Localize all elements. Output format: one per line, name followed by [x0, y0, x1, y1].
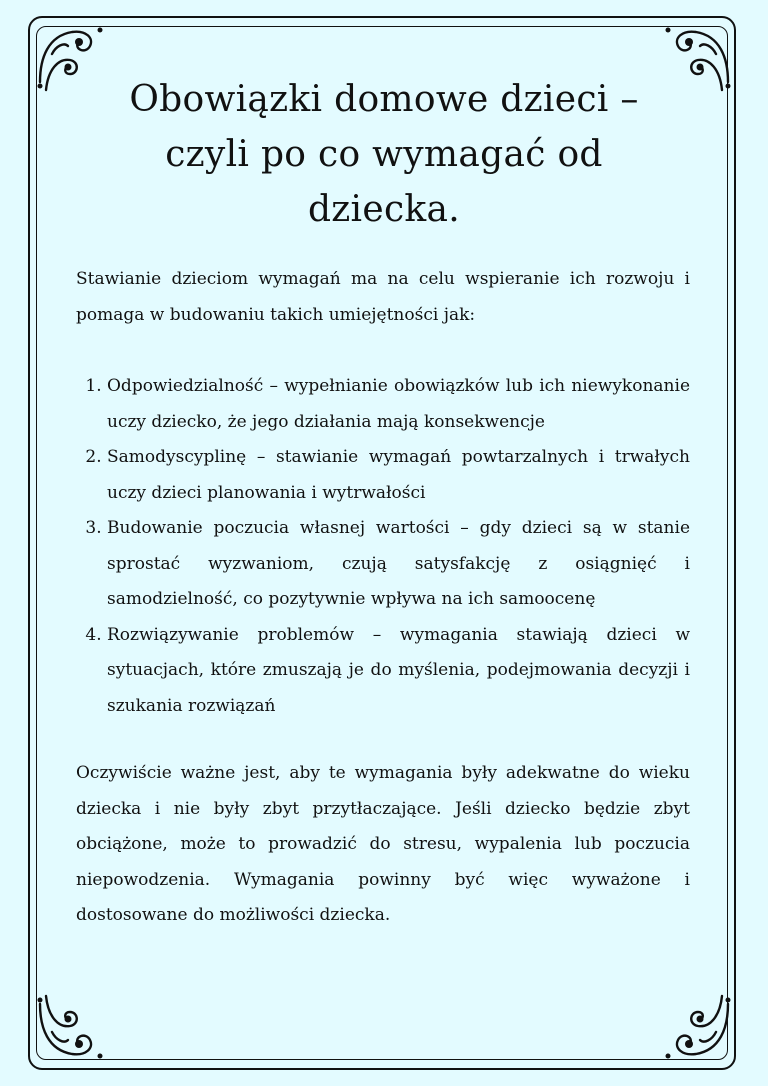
conclusion-paragraph: Oczywiście ważne jest, aby te wymagania były adekwatne do wieku dziecka i nie były zbyt przytłaczające. Jeśli dziecko będzie zbyt obciążone, może to prowadzić do stresu, wypalenia lub poczucia niepowodzenia. Wymagania powinny być więc wyważone i dostosowane do możliwości dziecka.	[76, 763, 690, 925]
page-title: Obowiązki domowe dzieci – czyli po co wymagać od dziecka.	[129, 79, 639, 230]
list-item: 3. Budowanie poczucia własnej wartości – gdy dzieci są w stanie sprostać wyzwaniom, czują satysfakcję z osiągnięć i samodzielność, co pozytywnie wpływa na ich samoocenę	[107, 511, 690, 618]
list-item: 4. Rozwiązywanie problemów – wymagania stawiają dzieci w sytuacjach, które zmuszają je do myślenia, podejmowania decyzji i szukania rozwiązań	[107, 618, 690, 725]
list-item: 1. Odpowiedzialność – wypełnianie obowiązków lub ich niewykonanie uczy dziecko, że jego działania mają konsekwencje	[107, 369, 690, 440]
corner-ornament-bottom-left-icon	[34, 992, 104, 1062]
skills-list	[76, 369, 690, 724]
document-body	[76, 262, 690, 934]
corner-ornament-bottom-right-icon	[664, 992, 734, 1062]
intro-paragraph: Stawianie dzieciom wymagań ma na celu wspieranie ich rozwoju i pomaga w budowaniu takich umiejętności jak:	[76, 269, 690, 325]
list-item: 2. Samodyscyplinę – stawianie wymagań powtarzalnych i trwałych uczy dzieci planowania i wytrwałości	[107, 440, 690, 511]
